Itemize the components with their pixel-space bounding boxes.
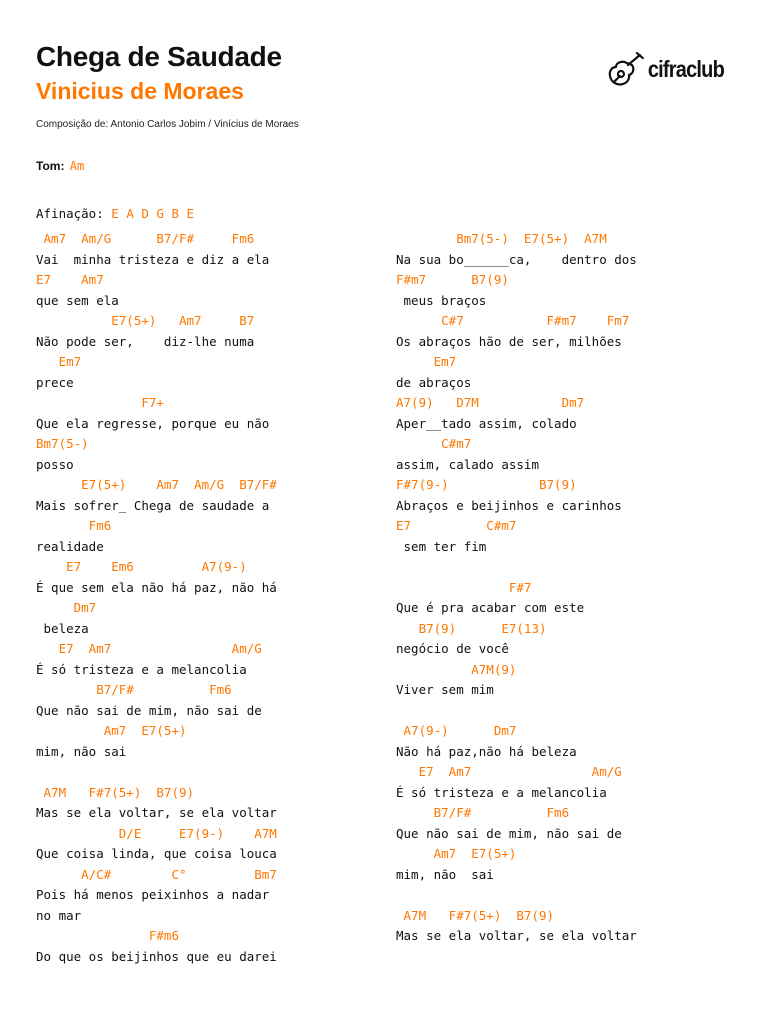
composition-credit: Composição de: Antonio Carlos Jobim / Vinícius de Moraes (36, 119, 299, 130)
lyric-line: Mas se ela voltar, se ela voltar (396, 928, 637, 943)
chord-line[interactable]: F#m6 (36, 928, 179, 943)
lyric-line: beleza (36, 620, 89, 636)
lyric-line: Que coisa linda, que coisa louca (36, 846, 277, 861)
chord-line[interactable]: Am7 Am/G B7/F# Fm6 (36, 231, 255, 246)
key-indicator (36, 159, 84, 173)
lyric-line: realidade (36, 538, 104, 554)
lyric-line: meus braços (396, 292, 487, 308)
key-value[interactable]: Am (69, 159, 85, 173)
song-title: Chega de Saudade (36, 41, 282, 72)
lyric-line: Que não sai de mim, não sai de (36, 702, 262, 718)
lyric-line: Mais sofrer_ Chega de saudade a (36, 497, 270, 513)
chord-line[interactable]: E7 Em6 A7(9-) (36, 559, 247, 574)
lyric-line: Os abraços hão de ser, milhões (396, 333, 622, 349)
chord-line[interactable]: Bm7(5-) E7(5+) A7M (396, 231, 607, 246)
lyric-line: que sem ela (36, 292, 119, 308)
chord-line[interactable]: B7/F# Fm6 (36, 682, 232, 697)
chord-line[interactable]: E7(5+) Am7 Am/G B7/F# (36, 477, 277, 492)
chord-line[interactable]: E7 Am7 Am/G (396, 764, 622, 779)
lyric-line: Abraços e beijinhos e carinhos (396, 497, 622, 513)
tuning-label: Afinação: (36, 206, 104, 221)
chord-line[interactable]: A7M F#7(5+) B7(9) (396, 907, 555, 923)
cifraclub-logo[interactable] (606, 46, 724, 94)
chord-line[interactable]: F#7(9-) B7(9) (396, 477, 577, 492)
chord-line[interactable]: B7/F# Fm6 (396, 805, 570, 820)
chord-line[interactable]: F#m7 B7(9) (396, 272, 509, 287)
lyric-line: no mar (36, 907, 82, 923)
lyric-line: Pois há menos peixinhos a nadar (36, 887, 270, 902)
chord-line[interactable]: Em7 (396, 354, 457, 369)
right-lyrics-column (396, 229, 637, 947)
tuning-value: E A D G B E (111, 206, 195, 221)
blank-line (36, 762, 277, 783)
guitar-icon (606, 50, 646, 90)
blank-line (396, 557, 637, 578)
chord-line[interactable]: Em7 (36, 354, 82, 369)
lyric-line: de abraços (396, 374, 472, 390)
lyric-line: Viver sem mim (396, 682, 494, 697)
chord-line[interactable]: B7(9) E7(13) (396, 620, 547, 636)
lyric-line: É só tristeza e a melancolia (36, 661, 247, 677)
lyric-line: mim, não sai (396, 866, 494, 882)
lyric-line: É que sem ela não há paz, não há (36, 579, 277, 595)
lyric-line: prece (36, 374, 74, 390)
chord-line[interactable]: F7+ (36, 395, 164, 410)
lyric-line: Que é pra acabar com este (396, 600, 585, 615)
chord-line[interactable]: C#7 F#m7 Fm7 (396, 313, 630, 328)
chord-line[interactable]: E7 Am7 (36, 272, 104, 287)
lyric-line: mim, não sai (36, 743, 127, 759)
chord-line[interactable]: A7M F#7(5+) B7(9) (36, 784, 195, 800)
blank-line (396, 701, 637, 722)
lyric-line: É só tristeza e a melancolia (396, 784, 607, 800)
chord-line[interactable]: A/C# C° Bm7 (36, 866, 277, 882)
lyric-line: posso (36, 456, 74, 472)
lyric-line: Na sua bo______ca, dentro dos (396, 251, 637, 267)
lyric-line: sem ter fim (396, 538, 487, 554)
lyric-line: Do que os beijinhos que eu darei (36, 948, 277, 964)
lyric-line: Não pode ser, diz-lhe numa (36, 333, 255, 349)
key-label: Tom: (36, 159, 65, 173)
lyric-line: Que ela regresse, porque eu não (36, 415, 270, 431)
chord-line[interactable]: E7(5+) Am7 B7 (36, 313, 255, 328)
chord-line[interactable]: E7 C#m7 (396, 518, 517, 533)
tuning-indicator (36, 206, 194, 221)
chord-line[interactable]: Am7 E7(5+) (396, 846, 517, 861)
lyric-line: Vai minha tristeza e diz a ela (36, 251, 270, 267)
chord-line[interactable]: D/E E7(9-) A7M (36, 825, 277, 841)
artist-name[interactable]: Vinicius de Moraes (36, 78, 244, 104)
lyric-line: Não há paz,não há beleza (396, 743, 577, 759)
chord-line[interactable]: F#7 (396, 579, 532, 595)
lyric-line: negócio de você (396, 641, 509, 656)
chord-line[interactable]: A7(9) D7M Dm7 (396, 395, 585, 410)
chord-line[interactable]: Bm7(5-) (36, 436, 89, 451)
chord-line[interactable]: A7M(9) (396, 661, 517, 677)
chord-line[interactable]: Dm7 (36, 600, 97, 615)
chord-line[interactable]: A7(9-) Dm7 (396, 723, 517, 738)
lyric-line: Mas se ela voltar, se ela voltar (36, 805, 277, 820)
chord-line[interactable]: E7 Am7 Am/G (36, 641, 262, 656)
lyric-line: Aper__tado assim, colado (396, 415, 577, 431)
chord-line[interactable]: Am7 E7(5+) (36, 723, 187, 738)
lyric-line: Que não sai de mim, não sai de (396, 825, 622, 841)
chord-line[interactable]: Fm6 (36, 518, 112, 533)
logo-text: cifraclub (647, 56, 724, 83)
blank-line (396, 885, 637, 906)
lyric-line: assim, calado assim (396, 456, 539, 472)
chord-line[interactable]: C#m7 (396, 436, 472, 451)
left-lyrics-column (36, 229, 277, 967)
